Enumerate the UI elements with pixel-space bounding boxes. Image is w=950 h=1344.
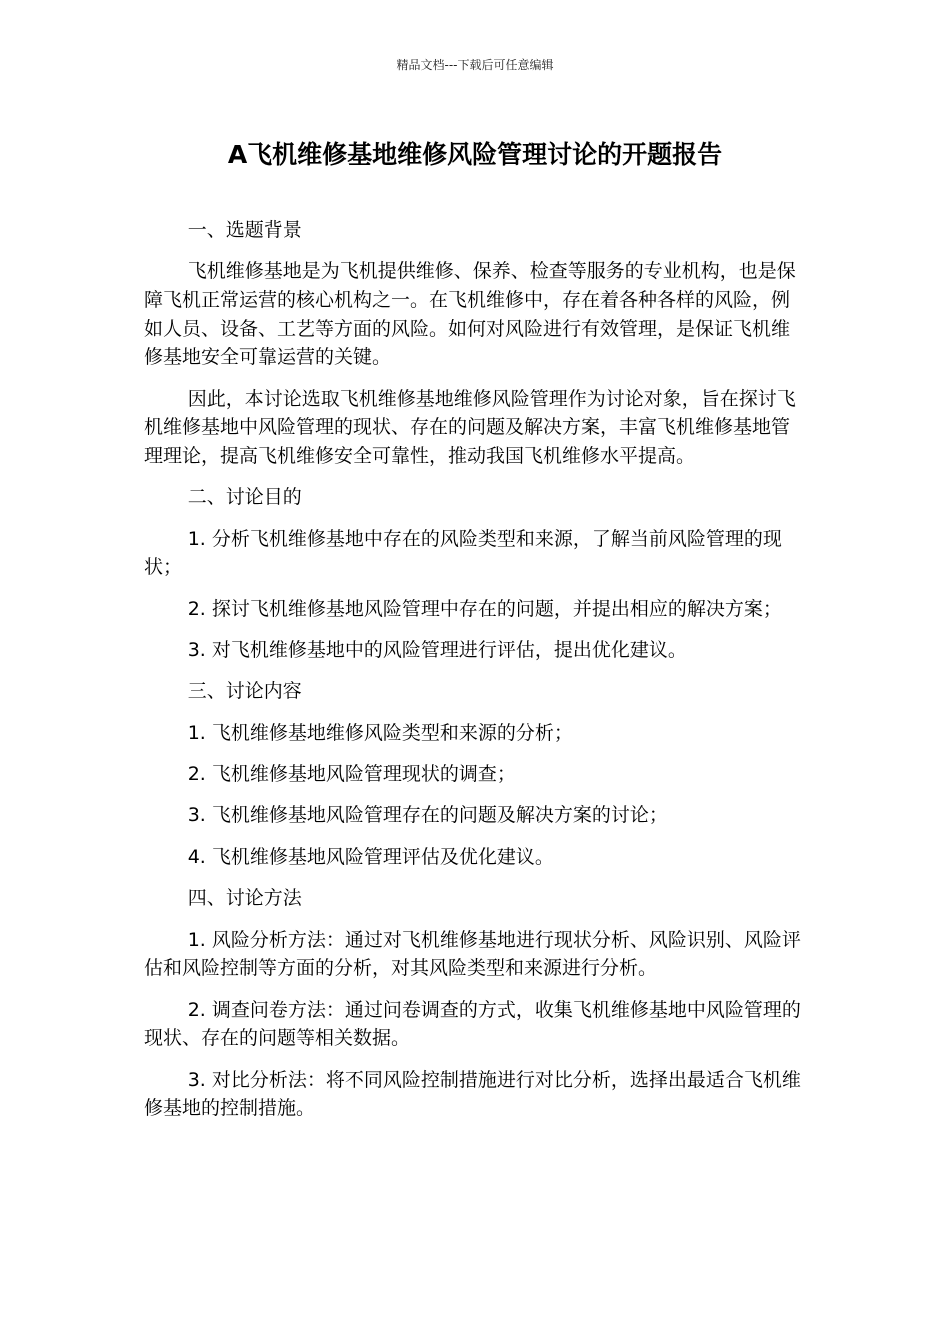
document-body <box>144 216 801 1136</box>
purpose-item-2: 2. 探讨飞机维修基地风险管理中存在的问题，并提出相应的解决方案； <box>187 597 782 620</box>
content-item-1: 1. 飞机维修基地维修风险类型和来源的分析； <box>187 721 573 744</box>
purpose-item-3: 3. 对飞机维修基地中的风险管理进行评估，提出优化建议。 <box>187 638 687 661</box>
page-header-watermark: 精品文档---下载后可任意编辑 <box>396 58 554 72</box>
section-heading-content: 三、讨论内容 <box>187 680 302 703</box>
section-heading-background: 一、选题背景 <box>187 219 302 241</box>
paragraph-background-1: 飞机维修基地是为飞机提供维修、保养、检查等服务的专业机构，也是保障飞机正常运营的核心机构之一。在飞机维修中，存在着各种各样的风险，例如人员、设备、工艺等方面的风险。如何对风险进行有效管理，是保证飞机维修基地安全可靠运营的关键。 <box>144 260 796 369</box>
section-heading-purpose: 二、讨论目的 <box>187 486 302 509</box>
method-item-2: 2. 调查问卷方法：通过问卷调查的方式，收集飞机维修基地中风险管理的现状、存在的问题等相关数据。 <box>144 998 801 1050</box>
content-item-3: 3. 飞机维修基地风险管理存在的问题及解决方案的讨论； <box>187 804 668 827</box>
document-title: A飞机维修基地维修风险管理讨论的开题报告 <box>227 140 723 169</box>
content-item-2: 2. 飞机维修基地风险管理现状的调查； <box>187 763 516 786</box>
section-heading-methods: 四、讨论方法 <box>187 887 302 910</box>
purpose-item-1: 1. 分析飞机维修基地中存在的风险类型和来源，了解当前风险管理的现状； <box>144 527 782 579</box>
content-item-4: 4. 飞机维修基地风险管理评估及优化建议。 <box>187 845 554 868</box>
method-item-1: 1. 风险分析方法：通过对飞机维修基地进行现状分析、风险识别、风险评估和风险控制等方面的分析，对其风险类型和来源进行分析。 <box>144 928 801 980</box>
method-item-3: 3. 对比分析法：将不同风险控制措施进行对比分析，选择出最适合飞机维修基地的控制措施。 <box>144 1068 801 1120</box>
paragraph-background-2: 因此，本讨论选取飞机维修基地维修风险管理作为讨论对象，旨在探讨飞机维修基地中风险管理的现状、存在的问题及解决方案，丰富飞机维修基地管理理论，提高飞机维修安全可靠性，推动我国飞机维修水平提高。 <box>144 387 796 467</box>
